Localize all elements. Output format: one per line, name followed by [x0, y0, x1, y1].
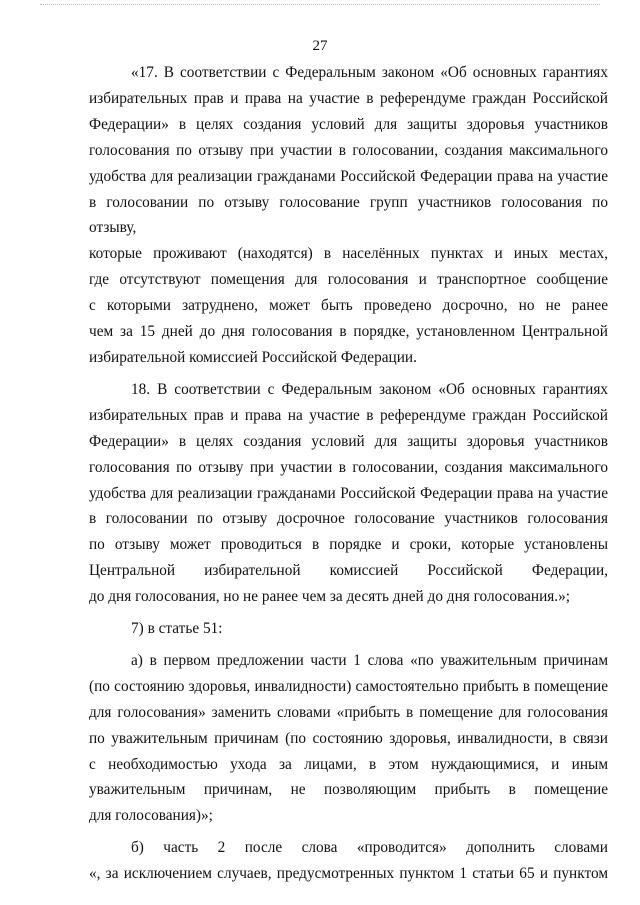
text-line: голосования по отзыву при участии в голосовании, создания максимального	[89, 458, 608, 476]
text-line: (по состоянию здоровья, инвалидности) самостоятельно прибыть в помещение	[89, 677, 608, 695]
text-line: по отзыву может проводиться в порядке и сроки, которые установлены	[89, 536, 608, 554]
paragraph-item-b	[89, 835, 608, 887]
text-line: избирательных прав и права на участие в референдуме граждан Российской	[89, 89, 608, 107]
text-line: уважительным причинам, не позволяющим прибыть в помещение	[89, 781, 608, 799]
text-line: чем за 15 дней до дня голосования в порядке, установленном Центральной	[89, 323, 608, 341]
paragraph-article-51	[89, 616, 608, 642]
paragraph-item-a	[89, 648, 608, 829]
paragraph-17	[89, 60, 608, 371]
text-line: в голосовании по отзыву досрочное голосование участников голосования	[89, 510, 608, 528]
paragraph-18	[89, 377, 608, 610]
text-line: для голосования» заменить словами «прибыть в помещение для голосования	[89, 703, 608, 721]
text-line: для голосования)»;	[89, 807, 213, 825]
text-line: «, за исключением случаев, предусмотренных пунктом 1 статьи 65 и пунктом	[89, 865, 608, 883]
text-line: с необходимостью ухода за лицами, в этом нуждающимися, и иным	[89, 755, 608, 773]
text-line: 18. В соответствии с Федеральным законом «Об основных гарантиях	[131, 380, 608, 398]
text-line: избирательной комиссией Российской Федерации.	[89, 348, 417, 366]
scan-artifact-top-edge	[40, 4, 600, 11]
text-line: 7) в статье 51:	[131, 620, 223, 638]
text-line: избирательных прав и права на участие в референдуме граждан Российской	[89, 406, 608, 424]
text-line: голосования по отзыву при участии в голосовании, создания максимального	[89, 141, 608, 159]
page-number: 27	[312, 38, 328, 54]
text-line: до дня голосования, но не ранее чем за десять дней до дня голосования.»;	[89, 588, 571, 606]
text-line: по уважительным причинам (по состоянию здоровья, инвалидности, в связи	[89, 729, 608, 747]
text-line: Центральной избирательной комиссией Российской Федерации,	[89, 562, 608, 580]
text-line: удобства для реализации гражданами Российской Федерации права на участие	[89, 484, 608, 502]
text-line: с которыми затруднено, может быть проведено досрочно, но не ранее	[89, 297, 608, 315]
text-line: Федерации» в целях создания условий для защиты здоровья участников	[89, 432, 608, 450]
text-line: а) в первом предложении части 1 слова «по уважительным причинам	[131, 651, 608, 669]
text-line: где отсутствуют помещения для голосования и транспортное сообщение	[89, 271, 608, 289]
text-line: в голосовании по отзыву голосование групп участников голосования по отзыву,	[89, 193, 608, 237]
document-body	[89, 60, 608, 893]
text-line: которые проживают (находятся) в населённых пунктах и иных местах,	[89, 245, 608, 263]
text-line: удобства для реализации гражданами Российской Федерации права на участие	[89, 167, 608, 185]
text-line: Федерации» в целях создания условий для защиты здоровья участников	[89, 115, 608, 133]
text-line: «17. В соответствии с Федеральным законом «Об основных гарантиях	[131, 64, 608, 81]
text-line: б) часть 2 после слова «проводится» дополнить словами	[131, 839, 608, 857]
